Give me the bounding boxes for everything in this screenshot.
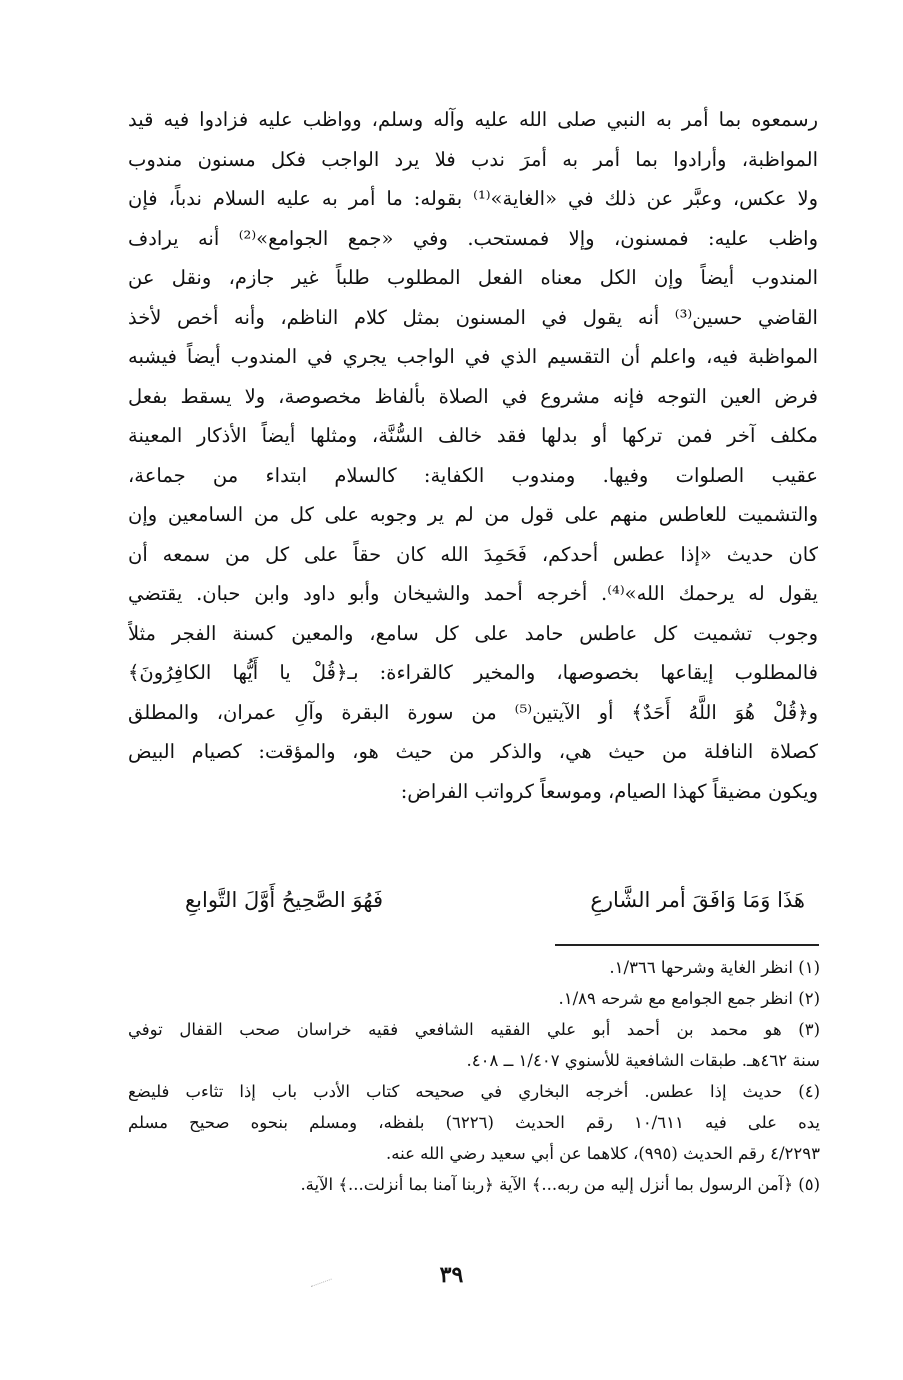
footnote-3 (128, 1014, 820, 1076)
footnote-2 (128, 983, 820, 1014)
text-line: فرض العين التوجه فإنه مشروع في الصلاة بألفاظ مخصوصة، ولا يسقط بفعل (128, 384, 818, 408)
footnote-line: (٣) هو محمد بن أحمد أبو علي الفقيه الشافعي فقيه خراسان صحب القفال توفي (128, 1020, 820, 1039)
footnote-1 (128, 952, 820, 983)
footnote-line: ٤/٢٢٩٣ رقم الحديث (٩٩٥)، كلاهما عن أبي سعيد رضي الله عنه. (386, 1144, 820, 1163)
text-line: ويكون مضيقاً كهذا الصيام، وموسعاً كرواتب الفراض: (400, 779, 818, 803)
footnote-line: سنة ٤٦٢هـ. طبقات الشافعية للأسنوي ١/٤٠٧ ــ ٤٠٨. (466, 1051, 820, 1070)
text-line: المواظبة، وأرادوا بما أمر به أمرَ ندب فلا يرد الواجب فكل مسنون مندوب (128, 147, 818, 171)
text-line: المندوب أيضاً وإن الكل معناه الفعل المطلوب طلباً غير جازم، ونقل عن (128, 266, 818, 289)
footnote-separator (555, 944, 819, 946)
text-line: واظب عليه: فمسنون، وإلا فمستحب. وفي «جمع الجوامع»⁽²⁾ أنه يرادف (128, 226, 818, 250)
text-line: ولا عكس، وعبَّر عن ذلك في «الغاية»⁽¹⁾ بقوله: ما أمر به عليه السلام ندباً، فإن (128, 187, 818, 210)
text-line: و﴿قُلْ هُوَ اللَّهُ أَحَدٌ﴾ أو الآيتين⁽⁵⁾ من سورة البقرة وآلِ عمران، والمطلق (128, 700, 818, 724)
text-line: كان حديث «إذا عطس أحدكم، فَحَمِدَ الله كان حقاً على كل من سمعه أن (128, 542, 818, 566)
text-line: عقيب الصلوات وفيها. ومندوب الكفاية: كالسلام ابتداء من جماعة، (128, 463, 818, 487)
footnote-line: (١) انظر الغاية وشرحها ١/٣٦٦. (609, 958, 820, 977)
text-line: المواظبة فيه، واعلم أن التقسيم الذي في الواجب يجري في المندوب أيضاً فيشبه (128, 345, 818, 368)
text-line: والتشميت للعاطس منهم على قول من لم ير وجوبه على كل من السامعين وإن (128, 503, 818, 526)
footnote-line: (٥) ﴿آمن الرسول بما أنزل إليه من ربه...﴾ الآية ﴿ربنا آمنا بما أنزلت...﴾ الآية. (300, 1175, 820, 1194)
text-line: فالمطلوب إيقاعها بخصوصها، والمخير كالقراءة: بـ﴿قُلْ يا أَيُّها الكافِرُونَ﴾ (128, 661, 818, 684)
footnote-line: يده على فيه ١٠/٦١١ رقم الحديث (٦٢٢٦) بلفظه، ومسلم بنحوه صحيح مسلم (128, 1113, 820, 1132)
footnote-line: (٢) انظر جمع الجوامع مع شرحه ١/٨٩. (558, 989, 820, 1008)
text-line: رسمعوه بما أمر به النبي صلى الله عليه وآله وسلم، وواظب عليه فزادوا فيه قيد (128, 108, 818, 131)
text-line: مكلف آخر فمن تركها أو بدلها فقد خالف السُّنَّة، ومثلها أيضاً الأذكار المعينة (128, 424, 818, 447)
text-line: يقول له يرحمك الله»⁽⁴⁾. أخرجه أحمد والشيخان وأبو داود وابن حبان. يقتضي (128, 582, 818, 605)
main-text (128, 100, 818, 811)
poem-verse (185, 878, 805, 922)
verse-right-hemistich: هَذَا وَمَا وَافَقَ أمر الشَّارعِ (590, 888, 805, 912)
text-line: وجوب تشميت كل عاطس حامد على كل سامع، والمعين كسنة الفجر مثلاً (128, 621, 818, 645)
text-line: القاضي حسين⁽³⁾ أنه يقول في المسنون بمثل كلام الناظم، وأنه أخص لأخذ (128, 305, 818, 329)
footnote-5 (128, 1169, 820, 1200)
page-number: ٣٩ (439, 1262, 464, 1288)
footnotes (128, 952, 820, 1200)
footnote-line: (٤) حديث إذا عطس. أخرجه البخاري في صحيحه كتاب الأدب باب إذا تثاءب فليضع (128, 1082, 820, 1101)
verse-left-hemistich: فَهُوَ الصَّحِيحُ أَوَّلَ التَّوابعِ (185, 888, 383, 912)
text-line: كصلاة النافلة من حيث هي، والذكر من حيث هو، والمؤقت: كصيام البيض (128, 740, 818, 763)
footnote-4 (128, 1076, 820, 1169)
